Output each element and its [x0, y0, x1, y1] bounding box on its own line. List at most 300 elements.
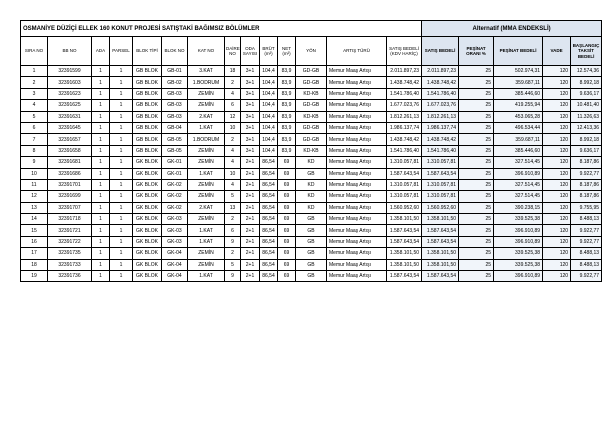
cell-kat: 1.BODRUM — [188, 77, 225, 88]
header-brut: BRÜT (m²) — [260, 37, 278, 66]
cell-pesinat-oran: 25 — [459, 191, 494, 202]
cell-daire: 6 — [225, 100, 241, 111]
header-daire: DAİRE NO — [225, 37, 241, 66]
cell-blok-tipi: GB BLOK — [133, 100, 162, 111]
cell-satis-kdv: 1.587.643,54 — [387, 271, 422, 282]
cell-vade: 120 — [543, 157, 571, 168]
header-kat: KAT NO — [188, 37, 225, 66]
alternative-title: Alternatif (MMA ENDEKSLİ) — [422, 21, 602, 37]
cell-satis: 1.560.952,60 — [422, 202, 459, 213]
cell-blok-no: GB-04 — [162, 122, 188, 133]
cell-ada: 1 — [92, 168, 110, 179]
cell-oda: 3+1 — [241, 66, 260, 77]
table-row — [21, 134, 602, 145]
cell-yon: GB — [296, 214, 327, 225]
cell-daire: 2 — [225, 134, 241, 145]
cell-pesinat: 396.910,89 — [494, 225, 543, 236]
cell-bb: 32391631 — [48, 111, 92, 122]
units-table — [20, 20, 602, 282]
cell-satis-kdv: 1.560.952,60 — [387, 202, 422, 213]
cell-ada: 1 — [92, 191, 110, 202]
header-pesinat-oran: PEŞİNAT ORANI % — [459, 37, 494, 66]
cell-yon: KD-KB — [296, 145, 327, 156]
cell-pesinat-oran: 25 — [459, 66, 494, 77]
cell-blok-no: GK-03 — [162, 225, 188, 236]
cell-kat: 2.KAT — [188, 111, 225, 122]
cell-yon: GB — [296, 236, 327, 247]
cell-taksit: 10.481,40 — [571, 100, 602, 111]
cell-pesinat-oran: 25 — [459, 202, 494, 213]
header-blok-tipi: BLOK TİPİ — [133, 37, 162, 66]
cell-net: 83,9 — [278, 122, 296, 133]
cell-parsel: 1 — [110, 88, 133, 99]
cell-oda: 2+1 — [241, 248, 260, 259]
cell-ada: 1 — [92, 111, 110, 122]
cell-pesinat-oran: 25 — [459, 179, 494, 190]
cell-blok-tipi: GK BLOK — [133, 271, 162, 282]
cell-satis: 1.438.748,42 — [422, 77, 459, 88]
cell-blok-tipi: GB BLOK — [133, 134, 162, 145]
cell-satis-kdv: 1.358.101,50 — [387, 259, 422, 270]
cell-pesinat-oran: 25 — [459, 100, 494, 111]
cell-bb: 32391733 — [48, 259, 92, 270]
cell-bb: 32391657 — [48, 134, 92, 145]
cell-vade: 120 — [543, 225, 571, 236]
cell-satis: 1.587.643,54 — [422, 236, 459, 247]
cell-net: 83,9 — [278, 134, 296, 145]
cell-satis: 1.587.643,54 — [422, 271, 459, 282]
header-satis: SATIŞ BEDELİ — [422, 37, 459, 66]
cell-satis: 1.310.057,81 — [422, 191, 459, 202]
cell-brut: 86,54 — [260, 225, 278, 236]
cell-sira: 14 — [21, 214, 48, 225]
cell-vade: 120 — [543, 236, 571, 247]
cell-yon: GB — [296, 248, 327, 259]
cell-artis: Memur Maaş Artışı — [327, 145, 387, 156]
cell-net: 69 — [278, 157, 296, 168]
cell-taksit: 9.922,77 — [571, 168, 602, 179]
cell-yon: KD-KB — [296, 111, 327, 122]
cell-taksit: 12.574,36 — [571, 66, 602, 77]
cell-pesinat: 496.534,44 — [494, 122, 543, 133]
table-row — [21, 214, 602, 225]
cell-blok-no: GB-05 — [162, 134, 188, 145]
cell-ada: 1 — [92, 88, 110, 99]
cell-net: 69 — [278, 179, 296, 190]
cell-bb: 32391645 — [48, 122, 92, 133]
cell-daire: 4 — [225, 179, 241, 190]
cell-satis-kdv: 1.358.101,50 — [387, 248, 422, 259]
cell-brut: 104,4 — [260, 134, 278, 145]
cell-artis: Memur Maaş Artışı — [327, 236, 387, 247]
cell-yon: GB — [296, 259, 327, 270]
cell-vade: 120 — [543, 191, 571, 202]
cell-blok-no: GB-05 — [162, 145, 188, 156]
cell-daire: 13 — [225, 202, 241, 213]
header-taksit: BAŞLANGIÇ TAKSİT BEDELİ — [571, 37, 602, 66]
cell-pesinat: 359.687,11 — [494, 77, 543, 88]
cell-oda: 3+1 — [241, 77, 260, 88]
cell-ada: 1 — [92, 214, 110, 225]
cell-sira: 12 — [21, 191, 48, 202]
cell-brut: 104,4 — [260, 100, 278, 111]
cell-blok-no: GK-01 — [162, 157, 188, 168]
cell-daire: 10 — [225, 168, 241, 179]
cell-pesinat-oran: 25 — [459, 214, 494, 225]
cell-pesinat: 396.910,89 — [494, 271, 543, 282]
header-parsel: PARSEL — [110, 37, 133, 66]
cell-kat: 1.KAT — [188, 225, 225, 236]
cell-blok-tipi: GK BLOK — [133, 168, 162, 179]
cell-satis-kdv: 1.587.643,54 — [387, 236, 422, 247]
cell-blok-no: GK-01 — [162, 168, 188, 179]
cell-taksit: 8.187,86 — [571, 179, 602, 190]
cell-taksit: 8.488,13 — [571, 214, 602, 225]
cell-oda: 3+1 — [241, 122, 260, 133]
cell-blok-no: GK-02 — [162, 179, 188, 190]
cell-net: 83,9 — [278, 66, 296, 77]
cell-bb: 32391681 — [48, 157, 92, 168]
table-row — [21, 100, 602, 111]
cell-artis: Memur Maaş Artışı — [327, 168, 387, 179]
cell-yon: KD — [296, 191, 327, 202]
cell-blok-tipi: GB BLOK — [133, 122, 162, 133]
cell-sira: 15 — [21, 225, 48, 236]
cell-pesinat-oran: 25 — [459, 271, 494, 282]
cell-ada: 1 — [92, 77, 110, 88]
cell-vade: 120 — [543, 271, 571, 282]
cell-pesinat: 502.974,31 — [494, 66, 543, 77]
cell-daire: 18 — [225, 66, 241, 77]
cell-ada: 1 — [92, 100, 110, 111]
cell-bb: 32391658 — [48, 145, 92, 156]
cell-oda: 2+1 — [241, 168, 260, 179]
cell-brut: 86,54 — [260, 248, 278, 259]
cell-satis-kdv: 1.358.101,50 — [387, 214, 422, 225]
cell-pesinat: 396.910,89 — [494, 168, 543, 179]
cell-pesinat: 419.255,94 — [494, 100, 543, 111]
cell-brut: 86,54 — [260, 179, 278, 190]
cell-bb: 32391721 — [48, 225, 92, 236]
cell-bb: 32391735 — [48, 248, 92, 259]
cell-net: 83,9 — [278, 145, 296, 156]
cell-pesinat: 327.514,45 — [494, 157, 543, 168]
cell-net: 69 — [278, 259, 296, 270]
cell-kat: 2.KAT — [188, 202, 225, 213]
cell-ada: 1 — [92, 66, 110, 77]
cell-pesinat-oran: 25 — [459, 88, 494, 99]
cell-artis: Memur Maaş Artışı — [327, 77, 387, 88]
cell-ada: 1 — [92, 122, 110, 133]
cell-pesinat-oran: 25 — [459, 157, 494, 168]
header-satis-kdv: SATIŞ BEDELİ (KDV HARİÇ) — [387, 37, 422, 66]
cell-sira: 19 — [21, 271, 48, 282]
table-row — [21, 271, 602, 282]
cell-oda: 2+1 — [241, 179, 260, 190]
cell-blok-no: GK-04 — [162, 259, 188, 270]
table-row — [21, 179, 602, 190]
cell-sira: 2 — [21, 77, 48, 88]
cell-artis: Memur Maaş Artışı — [327, 157, 387, 168]
cell-pesinat: 339.525,38 — [494, 248, 543, 259]
cell-brut: 86,54 — [260, 157, 278, 168]
cell-yon: GB — [296, 168, 327, 179]
cell-vade: 120 — [543, 202, 571, 213]
cell-oda: 2+1 — [241, 214, 260, 225]
cell-satis: 1.438.748,42 — [422, 134, 459, 145]
table-row — [21, 168, 602, 179]
cell-artis: Memur Maaş Artışı — [327, 122, 387, 133]
cell-parsel: 1 — [110, 100, 133, 111]
cell-brut: 86,54 — [260, 259, 278, 270]
sheet-title: OSMANİYE DÜZİÇİ ELLEK 160 KONUT PROJESİ SATIŞTAKİ BAĞIMSIZ BÖLÜMLER — [21, 21, 422, 37]
cell-satis: 1.310.057,81 — [422, 179, 459, 190]
cell-daire: 4 — [225, 145, 241, 156]
cell-taksit: 8.992,18 — [571, 77, 602, 88]
cell-artis: Memur Maaş Artışı — [327, 225, 387, 236]
cell-oda: 2+1 — [241, 157, 260, 168]
cell-bb: 32391736 — [48, 271, 92, 282]
cell-kat: ZEMİN — [188, 259, 225, 270]
cell-taksit: 8.187,86 — [571, 191, 602, 202]
cell-kat: ZEMİN — [188, 191, 225, 202]
cell-vade: 120 — [543, 100, 571, 111]
cell-artis: Memur Maaş Artışı — [327, 179, 387, 190]
cell-parsel: 1 — [110, 191, 133, 202]
cell-pesinat-oran: 25 — [459, 225, 494, 236]
sheet — [20, 20, 601, 282]
cell-kat: 1.BODRUM — [188, 134, 225, 145]
header-artis: ARTIŞ TÜRÜ — [327, 37, 387, 66]
cell-blok-no: GK-03 — [162, 214, 188, 225]
cell-oda: 3+1 — [241, 111, 260, 122]
header-yon: YÖN — [296, 37, 327, 66]
cell-bb: 32391718 — [48, 214, 92, 225]
cell-artis: Memur Maaş Artışı — [327, 134, 387, 145]
cell-pesinat: 453.065,28 — [494, 111, 543, 122]
cell-artis: Memur Maaş Artışı — [327, 88, 387, 99]
cell-kat: 1.KAT — [188, 168, 225, 179]
cell-taksit: 8.187,86 — [571, 157, 602, 168]
cell-satis: 1.677.023,76 — [422, 100, 459, 111]
cell-ada: 1 — [92, 259, 110, 270]
cell-net: 83,9 — [278, 88, 296, 99]
cell-net: 83,9 — [278, 100, 296, 111]
cell-oda: 3+1 — [241, 88, 260, 99]
table-row — [21, 225, 602, 236]
cell-kat: ZEMİN — [188, 145, 225, 156]
cell-pesinat-oran: 25 — [459, 259, 494, 270]
cell-taksit: 9.922,77 — [571, 271, 602, 282]
cell-bb: 32391603 — [48, 77, 92, 88]
cell-taksit: 8.992,18 — [571, 134, 602, 145]
cell-brut: 104,4 — [260, 145, 278, 156]
cell-kat: 1.KAT — [188, 236, 225, 247]
cell-oda: 2+1 — [241, 225, 260, 236]
cell-daire: 4 — [225, 157, 241, 168]
cell-blok-tipi: GK BLOK — [133, 202, 162, 213]
cell-satis-kdv: 1.812.261,13 — [387, 111, 422, 122]
cell-bb: 32391699 — [48, 191, 92, 202]
cell-sira: 8 — [21, 145, 48, 156]
cell-net: 83,9 — [278, 77, 296, 88]
cell-kat: ZEMİN — [188, 157, 225, 168]
cell-parsel: 1 — [110, 66, 133, 77]
cell-yon: KD — [296, 202, 327, 213]
cell-oda: 2+1 — [241, 236, 260, 247]
cell-parsel: 1 — [110, 168, 133, 179]
cell-pesinat: 385.446,60 — [494, 88, 543, 99]
cell-satis-kdv: 1.587.643,54 — [387, 168, 422, 179]
cell-blok-tipi: GB BLOK — [133, 66, 162, 77]
cell-sira: 1 — [21, 66, 48, 77]
cell-satis: 1.986.137,74 — [422, 122, 459, 133]
cell-sira: 7 — [21, 134, 48, 145]
table-row — [21, 191, 602, 202]
cell-blok-no: GK-04 — [162, 248, 188, 259]
cell-satis: 1.358.101,50 — [422, 259, 459, 270]
cell-pesinat-oran: 25 — [459, 134, 494, 145]
cell-kat: ZEMİN — [188, 100, 225, 111]
header-vade: VADE — [543, 37, 571, 66]
cell-ada: 1 — [92, 145, 110, 156]
cell-satis-kdv: 1.310.057,81 — [387, 191, 422, 202]
cell-pesinat: 327.514,45 — [494, 179, 543, 190]
cell-ada: 1 — [92, 202, 110, 213]
cell-ada: 1 — [92, 134, 110, 145]
table-row — [21, 236, 602, 247]
cell-satis: 1.358.101,50 — [422, 214, 459, 225]
cell-blok-tipi: GK BLOK — [133, 157, 162, 168]
cell-daire: 9 — [225, 236, 241, 247]
cell-vade: 120 — [543, 88, 571, 99]
cell-satis-kdv: 1.541.786,40 — [387, 145, 422, 156]
cell-taksit: 8.488,13 — [571, 248, 602, 259]
header-sira: SIRA NO — [21, 37, 48, 66]
cell-blok-tipi: GB BLOK — [133, 77, 162, 88]
cell-blok-no: GB-03 — [162, 100, 188, 111]
table-row — [21, 77, 602, 88]
cell-taksit: 9.755,95 — [571, 202, 602, 213]
cell-parsel: 1 — [110, 202, 133, 213]
cell-satis-kdv: 1.310.057,81 — [387, 179, 422, 190]
cell-bb: 32391686 — [48, 168, 92, 179]
cell-oda: 2+1 — [241, 271, 260, 282]
cell-blok-tipi: GK BLOK — [133, 259, 162, 270]
cell-taksit: 12.413,36 — [571, 122, 602, 133]
cell-brut: 104,4 — [260, 66, 278, 77]
cell-pesinat-oran: 25 — [459, 236, 494, 247]
cell-pesinat-oran: 25 — [459, 111, 494, 122]
cell-bb: 32391623 — [48, 88, 92, 99]
cell-parsel: 1 — [110, 111, 133, 122]
cell-pesinat-oran: 25 — [459, 145, 494, 156]
cell-brut: 86,54 — [260, 271, 278, 282]
cell-satis-kdv: 2.011.897,23 — [387, 66, 422, 77]
cell-kat: ZEMİN — [188, 248, 225, 259]
cell-blok-no: GB-01 — [162, 66, 188, 77]
cell-yon: KD — [296, 157, 327, 168]
cell-blok-no: GB-03 — [162, 111, 188, 122]
cell-satis-kdv: 1.677.023,76 — [387, 100, 422, 111]
cell-artis: Memur Maaş Artışı — [327, 100, 387, 111]
table-row — [21, 157, 602, 168]
cell-yon: GD-GB — [296, 122, 327, 133]
cell-sira: 3 — [21, 88, 48, 99]
cell-blok-tipi: GK BLOK — [133, 248, 162, 259]
cell-yon: GB — [296, 225, 327, 236]
cell-pesinat-oran: 25 — [459, 248, 494, 259]
cell-oda: 3+1 — [241, 145, 260, 156]
cell-pesinat: 339.525,38 — [494, 214, 543, 225]
cell-parsel: 1 — [110, 122, 133, 133]
cell-blok-no: GK-02 — [162, 202, 188, 213]
cell-blok-tipi: GK BLOK — [133, 236, 162, 247]
cell-parsel: 1 — [110, 259, 133, 270]
cell-ada: 1 — [92, 157, 110, 168]
cell-brut: 86,54 — [260, 202, 278, 213]
cell-net: 69 — [278, 248, 296, 259]
cell-pesinat: 396.910,89 — [494, 236, 543, 247]
cell-parsel: 1 — [110, 271, 133, 282]
cell-daire: 2 — [225, 77, 241, 88]
cell-satis-kdv: 1.438.748,42 — [387, 134, 422, 145]
cell-sira: 6 — [21, 122, 48, 133]
cell-yon: GD-GB — [296, 66, 327, 77]
cell-brut: 86,54 — [260, 214, 278, 225]
cell-ada: 1 — [92, 248, 110, 259]
cell-brut: 86,54 — [260, 236, 278, 247]
cell-pesinat: 359.687,11 — [494, 134, 543, 145]
cell-bb: 32391625 — [48, 100, 92, 111]
cell-pesinat-oran: 25 — [459, 168, 494, 179]
table-row — [21, 259, 602, 270]
cell-ada: 1 — [92, 179, 110, 190]
cell-brut: 104,4 — [260, 111, 278, 122]
cell-blok-no: GK-04 — [162, 271, 188, 282]
cell-daire: 9 — [225, 271, 241, 282]
cell-satis: 2.011.897,23 — [422, 66, 459, 77]
cell-satis-kdv: 1.541.786,40 — [387, 88, 422, 99]
cell-net: 69 — [278, 168, 296, 179]
cell-brut: 104,4 — [260, 88, 278, 99]
cell-daire: 6 — [225, 225, 241, 236]
cell-brut: 86,54 — [260, 191, 278, 202]
cell-net: 69 — [278, 191, 296, 202]
cell-taksit: 9.922,77 — [571, 236, 602, 247]
cell-net: 69 — [278, 236, 296, 247]
table-row — [21, 202, 602, 213]
cell-sira: 4 — [21, 100, 48, 111]
cell-oda: 2+1 — [241, 191, 260, 202]
cell-daire: 10 — [225, 122, 241, 133]
cell-satis-kdv: 1.438.748,42 — [387, 77, 422, 88]
header-blok-no: BLOK NO — [162, 37, 188, 66]
table-row — [21, 66, 602, 77]
header-ada: ADA — [92, 37, 110, 66]
cell-bb: 32391701 — [48, 179, 92, 190]
cell-satis: 1.587.643,54 — [422, 225, 459, 236]
cell-artis: Memur Maaş Artışı — [327, 111, 387, 122]
cell-satis: 1.541.786,40 — [422, 145, 459, 156]
cell-daire: 2 — [225, 248, 241, 259]
cell-sira: 18 — [21, 259, 48, 270]
cell-oda: 3+1 — [241, 134, 260, 145]
cell-artis: Memur Maaş Artışı — [327, 202, 387, 213]
cell-parsel: 1 — [110, 214, 133, 225]
cell-taksit: 11.326,63 — [571, 111, 602, 122]
cell-sira: 5 — [21, 111, 48, 122]
